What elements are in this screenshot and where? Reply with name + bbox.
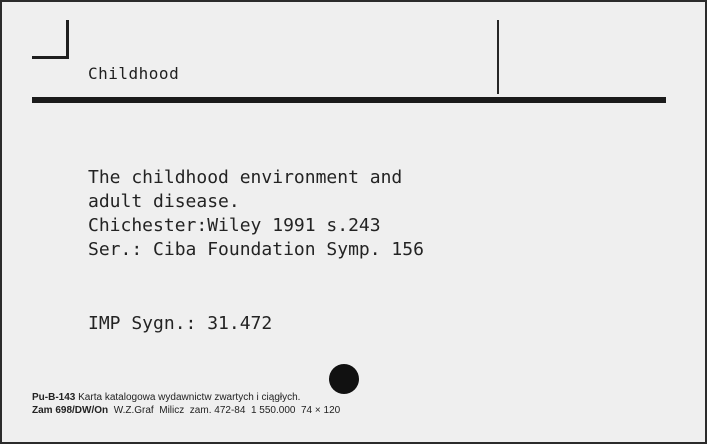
footer-form-text: Karta katalogowa wydawnictw zwartych i ciągłych.: [75, 392, 301, 403]
subject-heading: Childhood: [88, 64, 180, 83]
footer-print-info: W.Z.Graf Milicz zam. 472-84 1 550.000 74 × 120: [108, 405, 341, 416]
vertical-divider: [497, 20, 499, 94]
publication-line: Chichester:Wiley 1991 s.243: [88, 215, 381, 236]
footer-order-code: Zam 698/DW/On: [32, 405, 109, 416]
corner-mark-horizontal: [32, 56, 69, 59]
series-line: Ser.: Ciba Foundation Symp. 156: [88, 239, 424, 260]
shelfmark-line: IMP Sygn.: 31.472: [88, 313, 273, 334]
header-rule: [32, 97, 666, 103]
title-line-2: adult disease.: [88, 191, 240, 212]
title-line-1: The childhood environment and: [88, 167, 403, 188]
catalog-card: [2, 2, 705, 442]
punch-hole: [329, 364, 359, 394]
corner-mark-vertical: [66, 20, 69, 58]
footer-line-2: [32, 405, 340, 416]
footer-line-1: [32, 392, 300, 403]
footer-form-code: Pu-B-143: [32, 392, 76, 403]
